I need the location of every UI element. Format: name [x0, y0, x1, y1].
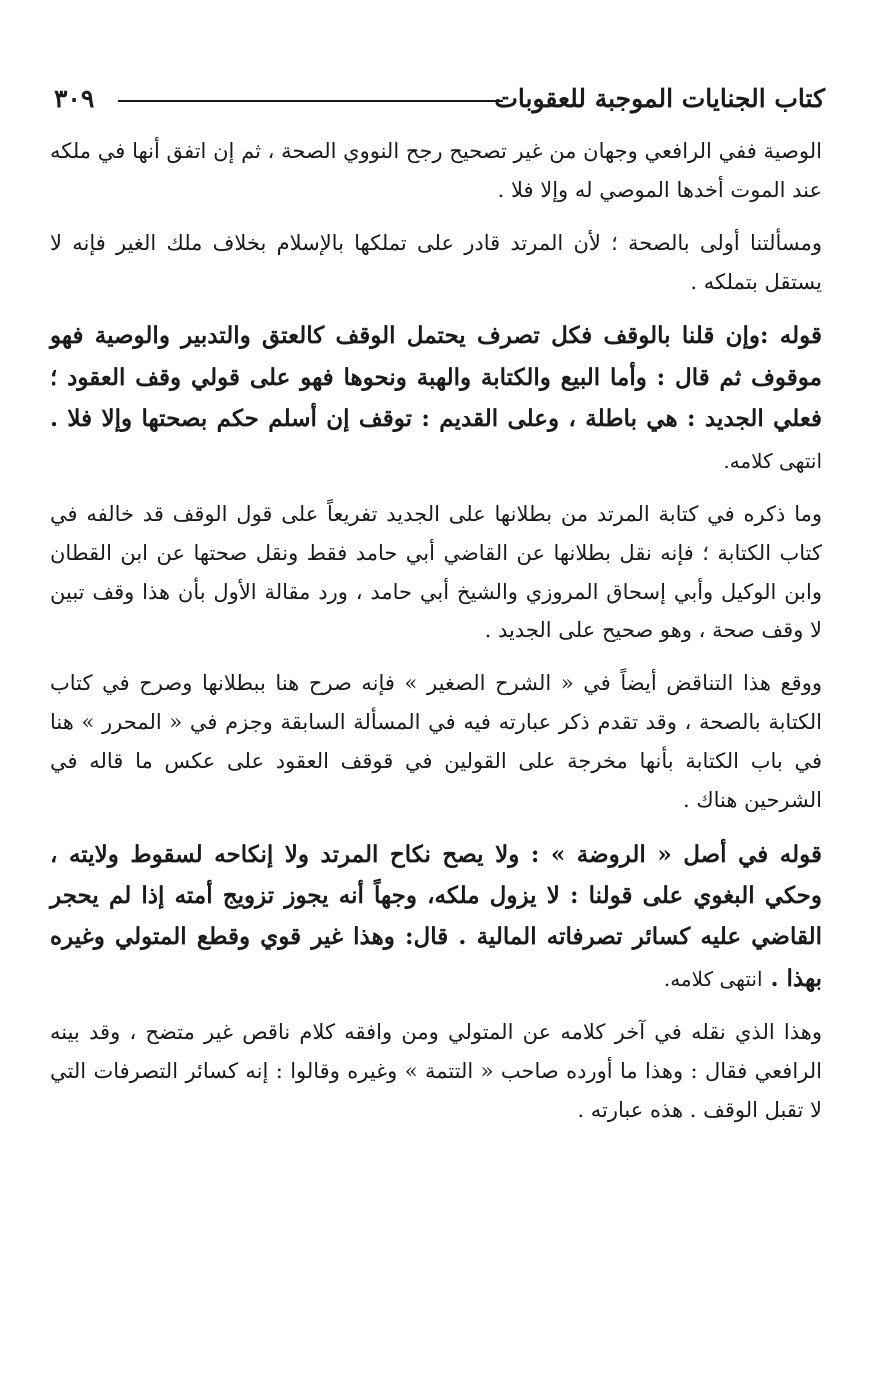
- header-rule: [118, 100, 503, 102]
- paragraph-text: الوصية ففي الرافعي وجهان من غير تصحيح رجح النووي الصحة ، ثم إن اتفق أنها في ملكه عند الموت أخدها الموصي له وإلا فلا .: [50, 139, 822, 202]
- quoted-statement-2: [50, 834, 822, 1000]
- page-body: [50, 132, 822, 1144]
- paragraph-text: وهذا الذي نقله في آخر كلامه عن المتولي ومن وافقه كلام ناقص غير متضح ، وقد بينه الرافعي فقال : وهذا ما أورده صاحب « التتمة » وغيره وقالوا : إنه كسائر التصرفات التي لا تقبل الوقف . هذه عبارته .: [50, 1020, 822, 1122]
- end-note: انتهى كلامه.: [663, 966, 763, 991]
- quote-text: قوله في أصل « الروضة » : ولا يصح نكاح المرتد ولا إنكاحه لسقوط ولايته ، وحكي البغوي على قولنا : لا يزول ملكه، وجهاً أنه يجوز تزويج أمته إذا لم يحجر القاضي عليه كسائر تصرفاته المالية . قال: وهذا غير قوي وقطع المتولي وغيره بهذا .: [50, 840, 822, 992]
- page-number: ٣٠٩: [54, 84, 95, 113]
- paragraph-3: [50, 495, 822, 650]
- quote-text: قوله :وإن قلنا بالوقف فكل تصرف يحتمل الوقف كالعتق والتدبير والوصية فهو موقوف ثم قال : وأما البيع والكتابة والهبة ونحوها فهو على قولي وقف العقود ؛ فعلي الجديد : هي باطلة ، وعلى القديم : توقف إن أسلم حكم بصحتها وإلا فلا .: [50, 322, 822, 433]
- paragraph-4: [50, 664, 822, 819]
- paragraph-text: وما ذكره في كتابة المرتد من بطلانها على الجديد تفريعاً على قول الوقف قد خالفه في كتاب الكتابة ؛ فإنه نقل بطلانها عن القاضي أبي حامد فقط ونقل صحتها عن ابن القطان وابن الوكيل وأبي إسحاق المروزي والشيخ أبي حامد ، ورد مقالة الأول بأن هذا وقف تبين لا وقف صحة ، وهو صحيح على الجديد .: [50, 501, 822, 643]
- end-note: انتهى كلامه.: [723, 448, 822, 473]
- page-header: [50, 78, 825, 122]
- running-title: كتاب الجنايات الموجبة للعقوبات: [494, 84, 825, 113]
- paragraph-2: [50, 224, 822, 302]
- paragraph-5: [50, 1013, 822, 1130]
- paragraph-text: ومسألتنا أولى بالصحة ؛ لأن المرتد قادر على تملكها بالإسلام بخلاف ملك الغير فإنه لا يستقل بتملكه .: [50, 230, 822, 294]
- paragraph-1: [50, 132, 822, 210]
- paragraph-text: ووقع هذا التناقض أيضاً في « الشرح الصغير » فإنه صرح هنا ببطلانها وصرح في كتاب الكتابة بالصحة ، وقد تقدم ذكر عبارته فيه في المسألة السابقة وجزم في « المحرر » هنا في باب الكتابة بأنها مخرجة على القولين في قوقف العقود على عكس ما قاله في الشرحين هناك .: [50, 671, 822, 812]
- quoted-statement-1: [50, 315, 822, 481]
